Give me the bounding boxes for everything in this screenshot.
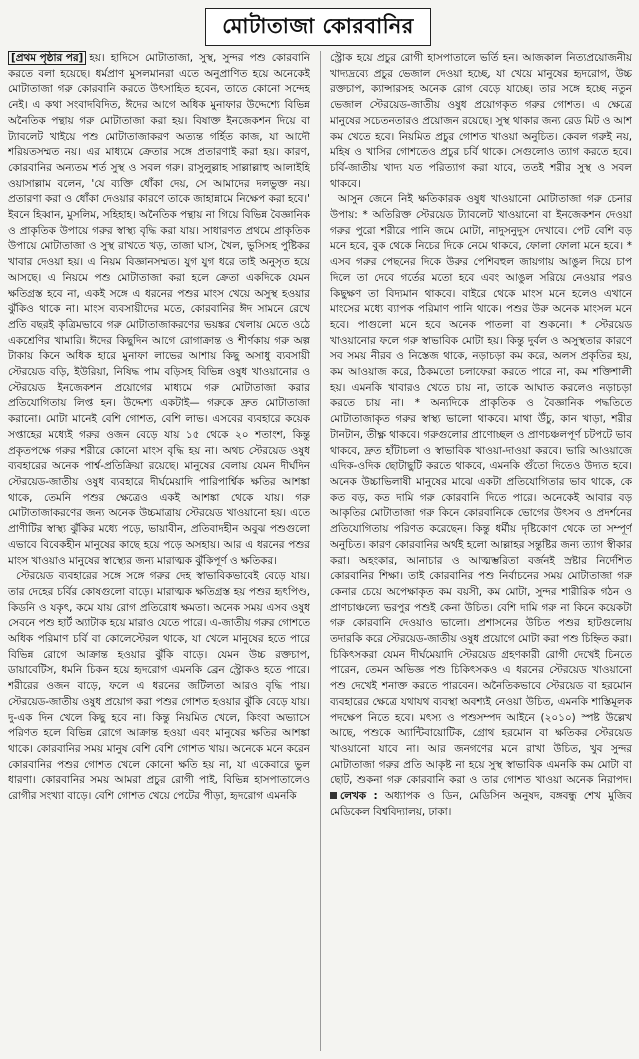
right-paragraph-1: স্ট্রোক হয়ে প্রচুর রোগী হাসপাতালে ভর্তি হন। আজকাল নিত্যপ্রয়োজনীয় খাদ্যদ্রব্যে প্রচুর ভেজাল দেওয়া হচ্ছে, যা খেয়ে মানুষের হৃদরোগ, উচ্চ রক্তচাপ, ক্যান্সারসহ অনেক রোগ বেড়ে যাচ্ছে। তার সঙ্গে হচ্ছে নতুন ভেজাল স্টেরয়েড-জাতীয় ওষুধ প্রয়োগকৃত গরুর গোশত। এ ক্ষেত্রে মানুষের সচেতনতারও প্রয়োজন রয়েছে। সুস্থ থাকার জন্য রেড মিট ও আশ কম খেতে হবে। নিয়মিত প্রচুর গোশত খাওয়া অনুচিত। কেবল গরুই নয়, মহিষ ও খাসির গোশতেও প্রচুর চর্বি থাকে। সেগুলোও ত্যাগ করতে হবে। চর্বি-জাতীয় খাদ্য যত পরিত্যাগ করা যাবে, ততই শরীর সুস্থ ও সবল থাকবে। [330,52,632,190]
square-bullet-icon [330,792,337,799]
left-paragraph-1-text: হয়। হাদিসে মোটাতাজা, সুস্থ, সুন্দর পশু কোরবানি করতে বলা হয়েছে। ধর্মপ্রাণ মুসলমানরা এতে অনুপ্রাণিত হয়ে অনেকেই মোটাতাজা গরু কোরবানি করতে উৎসাহিত হবেন, তাতে কোনো সন্দেহ নেই। এ কথা সংবাদবিদিত, ঈদের আগে অধিক মুনাফার উদ্দেশ্যে বিভিন্ন অনৈতিক পন্থায় গরু মোটাতাজা করা হয়। বিষাক্ত ইনজেকশন দিয়ে বা ট্যাবলেট খাইয়ে পশু মোটাতাজাকরণ অত্যন্ত গর্হিত কাজ, যা আদৌ শরিয়তসম্মত নয়। এর মাধ্যমে ক্রেতার সঙ্গে প্রতারণাই করা হয়। কারণ, কোরবানির অন্যতম শর্ত সুস্থ ও সবল গরু। রাসুলুল্লাহ সাল্লাল্লাহু আলাইহি ওয়াসাল্লাম বলেন, 'যে ব্যক্তি ধোঁকা দেয়, সে আমাদের দলভুক্ত নয়। প্রতারণা করা ও ধোঁকা দেওয়ার কারণে তাকে জাহান্নামে নিক্ষেপ করা হবে।' ইবনে হিব্বান, মুসলিম, সহিহাহ। অনৈতিক পন্থায় না গিয়ে বিভিন্ন বৈজ্ঞানিক ও প্রাকৃতিক উপায়ে গরুর স্বাস্থ্য বৃদ্ধি করা যায়। সাধারণত প্রথমে প্রাকৃতিক উপায়ে মোটাতাজা ও সুস্থ রাখতে খড়, তাজা ঘাস, খৈল, ভুসিসহ পুষ্টিকর খাবার দেওয়া হয়। এ নিয়ম বিজ্ঞানসম্মত। যুগ যুগ ধরে তাই অনুসৃত হয়ে আসছে। এ নিয়মে পশু মোটাতাজা করা হলে ক্রেতা একদিকে যেমন ক্ষতিগ্রস্ত হবে না, একই সঙ্গে এ ধরনের পশুর মাংস খেয়ে অসুস্থ হওয়ার ঝুঁকিও থাকে না। মাংস ব্যবসায়ীদের মতে, কোরবানির ঈদ সামনে রেখে প্রতি বছরই কৃত্রিমভাবে গরু মোটাতাজাকরণের ভয়ঙ্কর খেলায় মেতে ওঠে একশ্রেণির খামারি। ঈদের কিছুদিন আগে রোগাক্রান্ত ও শীর্ণকায় গরু অল্প টাকায় কিনে অধিক হারে মুনাফা লাভের আশায় কিছু অসাধু ব্যবসায়ী স্টেরয়েড বড়ি, ইউরিয়া, নিষিদ্ধ পাম বড়িসহ বিভিন্ন ওষুধ খাওয়ানোর ও স্টেরয়েড ইনজেকশন প্রয়োগের মাধ্যমে গরু মোটাতাজা করার প্রতিযোগিতায় লিপ্ত হন। উদ্দেশ্য একটাই— গরুকে দ্রুত মোটাতাজা করানো। মোটা মানেই বেশি গোশত, বেশি লাভ। এসবের ব্যবহারে কয়েক সপ্তাহের মধ্যেই গরুর ওজন বেড়ে যায় ১৫ থেকে ২০ শতাংশ, কিন্তু প্রকৃতপক্ষে গরুর শরীরে কোনো মাংস বৃদ্ধি হয় না। অথচ স্টেরয়েড ওষুধ ব্যবহারের অনেক পার্শ্ব-প্রতিক্রিয়া রয়েছে। মানুষের বেলায় যেমন দীর্ঘদিন স্টেরয়েড-জাতীয় ওষুধ ব্যবহারে দীর্ঘমেয়াদি পারিপার্শ্বিক ক্ষতির আশঙ্কা থাকে, তেমনি পশুর ক্ষেত্রেও একই আশঙ্কা থেকে যায়। গরু মোটাতাজাকরণের জন্য অনেক উচ্চমাত্রায় স্টেরয়েড খাওয়ানো হয়। এতে প্রাণীটির স্বাস্থ্য ঝুঁকির মধ্যে পড়ে, ভায়াবীন, প্রতিবাদহীন অবুঝ পশুগুলো এভাবে বিবেকহীন মানুষের কাছে হয়ে পড়ে অসহায়। আর এ ধরনের পশুর মাংস খাওয়াও মানুষের স্বাস্থ্যের জন্য মারাত্মক ঝুঁকিপূর্ণ ও ক্ষতিকর। [8,52,310,567]
right-paragraph-2 [330,192,632,820]
continued-label: [প্রথম পৃষ্ঠার পর] [8,51,86,65]
left-paragraph-2: স্টেরয়েড ব্যবহারের সঙ্গে সঙ্গে গরুর দেহ স্বাভাবিকভাবেই বেড়ে যায়। তার দেহের চর্বির কোষগুলো বাড়ে। মারাত্মক ক্ষতিগ্রস্ত হয় পশুর হৃৎপিণ্ড, কিডনি ও যকৃৎ, কমে যায় রোগ প্রতিরোধ ক্ষমতা। অনেক সময় এসব ওষুধ সেবনে পশু হার্ট অ্যাটাক হয়ে মারাও যেতে পারে। এ-জাতীয় গরুর গোশতে অধিক পরিমাণ চর্বি বা কোলেস্টেরল থাকে, যা খেলে মানুষের হতে পারে বিভিন্ন রোগে আক্রান্ত হওয়ার ঝুঁকি বাড়ে। যেমন উচ্চ রক্তচাপ, ডায়াবেটিস, ধমনি চিকন হয়ে হৃদরোগ এমনকি ব্রেন স্ট্রোকও হতে পারে। শরীরের ওজন বাড়ে, ফলে এ ধরনের জটিলতা আরও বৃদ্ধি পায়। স্টেরয়েড-জাতীয় ওষুধ প্রয়োগ করা পশুর গোশত হওয়ার ঝুঁকি বেড়ে যায়। দু-এক দিন খেলে কিছু হবে না। কিন্তু নিয়মিত খেলে, কিংবা অভ্যাসে পরিণত হলে বিভিন্ন রোগে আক্রান্ত হওয়া এবং মানুষের ক্ষতির আশঙ্কা থাকে। কোরবানির সময় মানুষ বেশি বেশি গোশত খায়। অনেকে মনে করেন কোরবানির পশুর গোশত খেলে কোনো ক্ষতি হয় না, যা একেবারে ভুল ধারণা। কোরবানির সময় আমরা প্রচুর রোগী পাই, বিভিন্ন হাসপাতালেও রোগীর সংখ্যা বাড়ে। বেশি গোশত খেয়ে পেটের পীড়া, হৃদরোগ এমনকি [8,570,310,803]
right-paragraph-2-text: আসুন জেনে নিই ক্ষতিকারক ওষুধ খাওয়ানো মোটাতাজা গরু চেনার উপায়: * অতিরিক্ত স্টেরয়েড ট্যাবলেট খাওয়ানো বা ইনজেকশন দেওয়া গরুর পুরো শরীরে পানি জমে মোটা, নাদুসনুদুস দেখাবে। পেট বেশি বড় মনে হবে, বুক থেকে নিচের দিকে নেমে থাকবে, ফোলা ফোলা মনে হবে। * এসব গরুর পেছনের দিকে উরুর পেশিবহুল জায়গায় আঙুল দিয়ে চাপ দিলে তা দেবে গর্তের মতো হবে এবং আঙুল সরিয়ে নেওয়ার পরও কিছুক্ষণ তা বিদ্যমান থাকবে। বাইরে থেকে মাংস মনে হলেও এখানে মাংসের মধ্যে ব্যাপক পরিমাণ পানি থাকে। পশুর উরু অনেক মাংসল মনে হবে। পাগুলো মনে হবে অনেক পাতলা বা শুকনো। * স্টেরয়েড খাওয়ানোর ফলে গরু স্বাভাবিক মোটা হয়। কিন্তু দুর্বল ও অসুস্থতার কারণে সব সময় নীরব ও নিস্তেজ থাকে, নড়াচড়া কম করে, অলস প্রকৃতির হয়, কম আওয়াজ করে, ঠিকমতো চলাফেরা করতে পারে না, কম শক্তিশালী হয়। এমনকি খাবারও খেতে চায় না, তাকে আঘাত করলেও নড়াচড়া করতে চায় না। * অন্যদিকে প্রাকৃতিক ও বৈজ্ঞানিক পদ্ধতিতে মোটাতাজাকৃত গরুর স্বাস্থ্য ভালো থাকবে। মাথা উঁচু, কান খাড়া, শরীর টানটান, তীক্ষ্ণ থাকবে। গরুগুলোর প্রাণোচ্ছল ও প্রাণচঞ্চলপূর্ণ চটপটে ভাব থাকবে, দ্রুত হাঁটাচলা ও স্বাভাবিক খাওয়া-দাওয়া করবে। ভারি আওয়াজে এদিক-ওদিক ছোটাছুটি করতে থাকবে, এমনকি গুঁতো দিতেও উদ্যত হবে। অনেক উচ্চাভিলাষী মানুষের মাঝে একটা প্রতিযোগিতার ভাব থাকে, কে কত বড়, কত দামি গরু কোরবানি দিতে পারে। অনেকেই আবার বড় আকৃতির মোটাতাজা গরু কিনে কোরবানিকে ভোগের উৎসব ও প্রদর্শনের প্রতিযোগিতায় পরিণত করেছেন। কিন্তু ধর্মীয় দৃষ্টিকোণ থেকে তা সম্পূর্ণ অনুচিত। কারণ কোরবানির অর্থই হলো আল্লাহর সন্তুষ্টির জন্য ত্যাগ স্বীকার করা। অহংকার, আনাচার ও আত্মম্ভরিতা বর্জনই স্রষ্টার নির্দেশিত কোরবানির শিক্ষা। তাই কোরবানির পশু নির্বাচনের সময় মোটাতাজা গরু কেনার চেয়ে অপেক্ষাকৃত কম বয়সী, কম মোটা, সুন্দর শারীরিক গঠন ও প্রাণচাঞ্চল্যে ভরপুর পশুই কেনা উচিত। বেশি দামি গরু না কিনে কয়েকটা গরু কোরবানি দেওয়াও ভালো। প্রশাসনের উচিত পশুর হাটগুলোয় তদারকি করে স্টেরয়েড-জাতীয় ওষুধ প্রয়োগে মোটা করা পশু চিহ্নিত করা। চিকিৎসকরা যেমন দীর্ঘমেয়াদি স্টেরয়েড গ্রহণকারী রোগী দেখেই চিনতে পারেন, তেমন অভিজ্ঞ পশু চিকিৎসকও এ ধরনের স্টেরয়েড খাওয়ানো পশু দেখেই শনাক্ত করতে পারবেন। অনৈতিকভাবে স্টেরয়েড বা হরমোন ব্যবহারের ক্ষেত্রে যথাযথ ব্যবস্থা অবশ্যই নেওয়া উচিত, এমনকি শাস্তিমূলক পদক্ষেপ নিতে হবে। মৎস্য ও পশুসম্পদ আইনে (২০১০) স্পষ্ট উল্লেখ আছে, পশুকে অ্যান্টিবায়োটিক, গ্রোথ হরমোন বা ক্ষতিকর স্টেরয়েড খাওয়ানো যাবে না। আর জনগণের মনে রাখা উচিত, খুব সুন্দর মোটাতাজা গরুর প্রতি আকৃষ্ট না হয়ে সুস্থ স্বাভাবিক এমনকি কম মোটা বা ছোট, শুকনা গরু কোরবানি করা ও তার গোশত খাওয়া অনেক নিরাপদ। [330,193,632,787]
byline-text: অধ্যাপক ও ডিন, মেডিসিন অনুষদ, বঙ্গবন্ধু শেখ মুজিব মেডিকেল বিশ্ববিদ্যালয়, ঢাকা। [330,790,632,818]
left-column [8,51,310,1055]
headline: মোটাতাজা কোরবানির [222,12,414,38]
right-column [330,51,632,1055]
column-divider [320,51,321,1051]
left-paragraph-1 [8,51,310,569]
headline-box [205,8,431,46]
byline-label: লেখক : [340,790,378,803]
